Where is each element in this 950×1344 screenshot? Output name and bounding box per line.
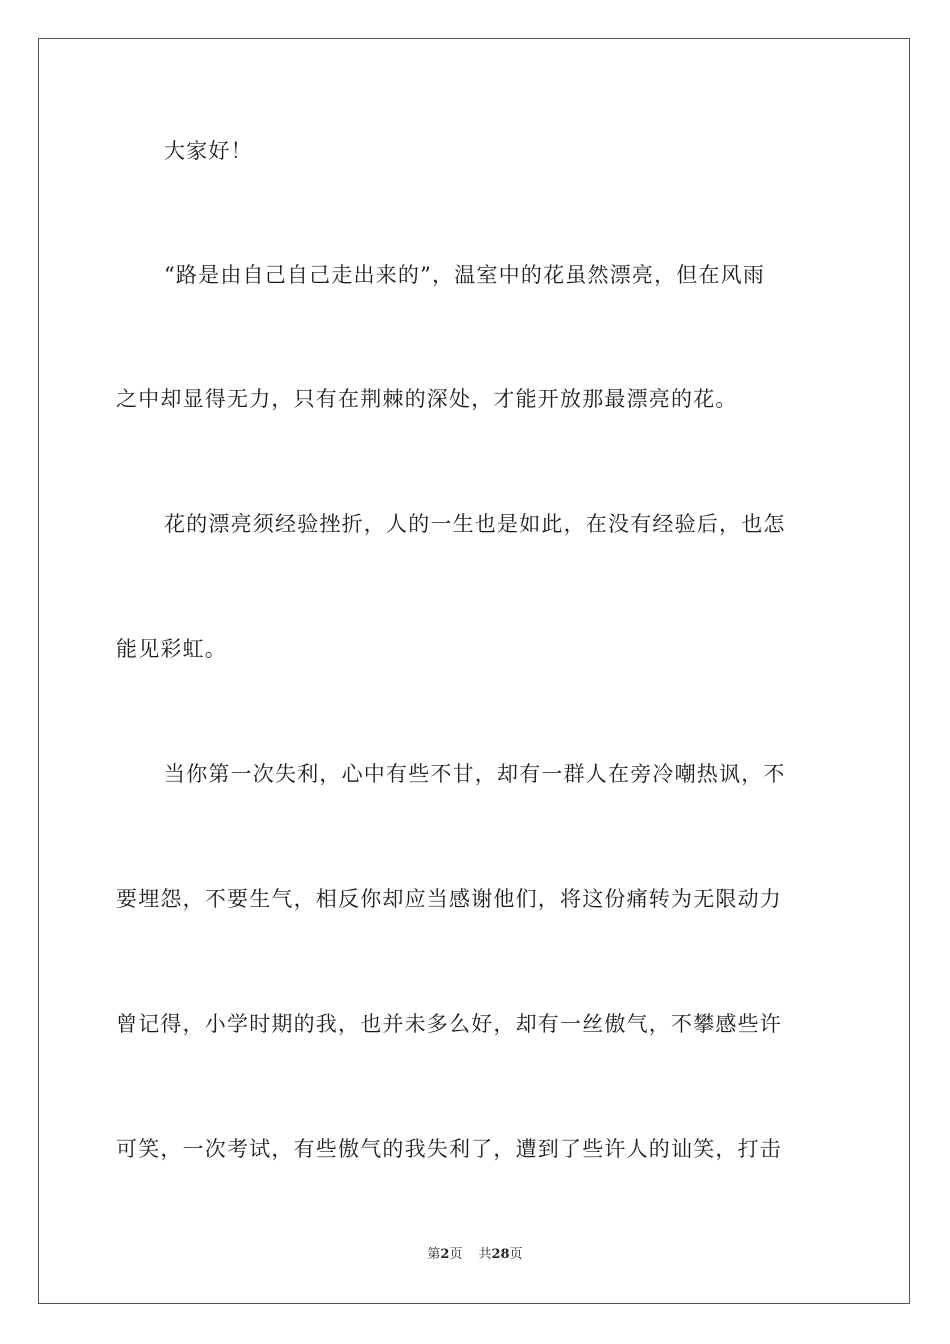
paragraph-2-line-1: 花的漂亮须经验挫折，人的一生也是如此，在没有经验后，也怎 [164, 512, 786, 536]
page-total: 28 [491, 1247, 510, 1262]
paragraph-3-line-1: 当你第一次失利，心中有些不甘，却有一群人在旁冷嘲热讽，不 [164, 762, 786, 786]
page-footer [0, 1246, 950, 1264]
paragraph-3-line-3: 曾记得，小学时期的我，也并未多么好，却有一丝傲气，不攀感些许 [116, 1012, 782, 1036]
page-prefix: 第 [427, 1247, 441, 1262]
paragraph-2-line-2: 能见彩虹。 [116, 637, 227, 661]
page-unit: 页 [449, 1247, 463, 1262]
total-unit: 页 [509, 1247, 523, 1262]
paragraph-3-line-4: 可笑，一次考试，有些傲气的我失利了，遭到了些许人的讪笑，打击 [116, 1137, 782, 1161]
total-prefix: 共 [478, 1247, 492, 1262]
paragraph-3-line-2: 要埋怨，不要生气，相反你却应当感谢他们，将这份痛转为无限动力 [116, 887, 782, 911]
page-current: 2 [440, 1247, 450, 1262]
greeting-line: 大家好！ [164, 139, 253, 163]
paragraph-1-line-2: 之中却显得无力，只有在荆棘的深处，才能开放那最漂亮的花。 [116, 387, 738, 411]
page-border [38, 38, 910, 1304]
paragraph-1-line-1: “路是由自己自己走出来的”，温室中的花虽然漂亮，但在风雨 [164, 263, 766, 287]
